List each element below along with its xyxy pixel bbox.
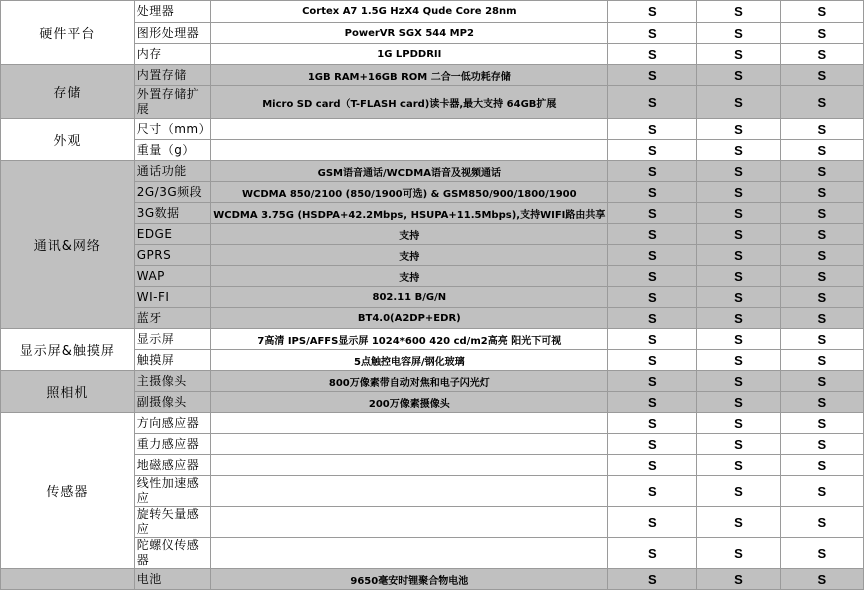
feature-cell[interactable]: 线性加速感应: [134, 476, 211, 507]
support-mark[interactable]: S: [697, 538, 780, 569]
feature-cell[interactable]: 通话功能: [134, 161, 211, 182]
feature-cell[interactable]: 外置存储扩展: [134, 86, 211, 119]
support-mark[interactable]: S: [697, 161, 780, 182]
support-mark[interactable]: S: [608, 203, 697, 224]
table-row: [1, 329, 864, 350]
category-cell[interactable]: 硬件平台: [1, 1, 135, 65]
support-mark[interactable]: S: [608, 434, 697, 455]
support-mark[interactable]: S: [780, 1, 863, 23]
value-cell[interactable]: 200万像素摄像头: [211, 392, 608, 413]
value-cell[interactable]: WCDMA 3.75G (HSDPA+42.2Mbps, HSUPA+11.5Mbps),支持WIFI路由共享: [211, 203, 608, 224]
support-mark[interactable]: S: [780, 329, 863, 350]
value-cell[interactable]: [211, 455, 608, 476]
support-mark[interactable]: S: [608, 569, 697, 590]
support-mark[interactable]: S: [608, 476, 697, 507]
support-mark[interactable]: S: [780, 23, 863, 44]
support-mark[interactable]: S: [697, 507, 780, 538]
feature-cell[interactable]: 地磁感应器: [134, 455, 211, 476]
support-mark[interactable]: S: [697, 434, 780, 455]
support-mark[interactable]: S: [780, 140, 863, 161]
value-cell[interactable]: [211, 119, 608, 140]
support-mark[interactable]: S: [697, 140, 780, 161]
support-mark[interactable]: S: [608, 266, 697, 287]
support-mark[interactable]: S: [780, 371, 863, 392]
support-mark[interactable]: S: [697, 413, 780, 434]
support-mark[interactable]: S: [780, 569, 863, 590]
feature-cell[interactable]: 2G/3G频段: [134, 182, 211, 203]
support-mark[interactable]: S: [780, 476, 863, 507]
feature-cell[interactable]: 尺寸（mm）: [134, 119, 211, 140]
support-mark[interactable]: S: [697, 86, 780, 119]
support-mark[interactable]: S: [697, 287, 780, 308]
feature-cell[interactable]: GPRS: [134, 245, 211, 266]
support-mark[interactable]: S: [780, 413, 863, 434]
support-mark[interactable]: S: [608, 455, 697, 476]
support-mark[interactable]: S: [697, 350, 780, 371]
value-cell[interactable]: Cortex A7 1.5G HzX4 Qude Core 28nm: [211, 1, 608, 23]
support-mark[interactable]: S: [697, 245, 780, 266]
support-mark[interactable]: S: [608, 308, 697, 329]
value-cell[interactable]: Micro SD card（T-FLASH card)读卡器,最大支持 64GB扩展: [211, 86, 608, 119]
value-cell[interactable]: [211, 507, 608, 538]
support-mark[interactable]: S: [697, 119, 780, 140]
support-mark[interactable]: S: [780, 308, 863, 329]
support-mark[interactable]: S: [697, 329, 780, 350]
support-mark[interactable]: S: [780, 434, 863, 455]
feature-cell[interactable]: 副摄像头: [134, 392, 211, 413]
value-cell[interactable]: 支持: [211, 224, 608, 245]
value-cell[interactable]: 800万像素带自动对焦和电子闪光灯: [211, 371, 608, 392]
support-mark[interactable]: S: [697, 569, 780, 590]
table-row: [1, 413, 864, 434]
feature-cell[interactable]: 重量（g）: [134, 140, 211, 161]
feature-cell[interactable]: 重力感应器: [134, 434, 211, 455]
support-mark[interactable]: S: [780, 455, 863, 476]
support-mark[interactable]: S: [697, 224, 780, 245]
feature-cell[interactable]: WAP: [134, 266, 211, 287]
support-mark[interactable]: S: [780, 86, 863, 119]
feature-cell[interactable]: 方向感应器: [134, 413, 211, 434]
support-mark[interactable]: S: [608, 119, 697, 140]
feature-cell[interactable]: 主摄像头: [134, 371, 211, 392]
value-cell[interactable]: [211, 476, 608, 507]
support-mark[interactable]: S: [608, 23, 697, 44]
value-cell[interactable]: [211, 413, 608, 434]
support-mark[interactable]: S: [780, 245, 863, 266]
value-cell[interactable]: PowerVR SGX 544 MP2: [211, 23, 608, 44]
support-mark[interactable]: S: [608, 161, 697, 182]
support-mark[interactable]: S: [780, 392, 863, 413]
support-mark[interactable]: S: [697, 182, 780, 203]
support-mark[interactable]: S: [608, 329, 697, 350]
value-cell[interactable]: 9650毫安时锂聚合物电池: [211, 569, 608, 590]
category-cell[interactable]: 通讯&网络: [1, 161, 135, 329]
table-row: [1, 65, 864, 86]
feature-cell[interactable]: 内存: [134, 44, 211, 65]
support-mark[interactable]: S: [780, 119, 863, 140]
support-mark[interactable]: S: [697, 1, 780, 23]
value-cell[interactable]: 802.11 B/G/N: [211, 287, 608, 308]
support-mark[interactable]: S: [697, 23, 780, 44]
feature-cell[interactable]: 3G数据: [134, 203, 211, 224]
support-mark[interactable]: S: [780, 182, 863, 203]
feature-cell[interactable]: 陀螺仪传感器: [134, 538, 211, 569]
support-mark[interactable]: S: [608, 245, 697, 266]
support-mark[interactable]: S: [697, 371, 780, 392]
table-row: [1, 119, 864, 140]
support-mark[interactable]: S: [608, 350, 697, 371]
support-mark[interactable]: S: [608, 287, 697, 308]
value-cell[interactable]: 支持: [211, 245, 608, 266]
support-mark[interactable]: S: [697, 308, 780, 329]
table-row: [1, 569, 864, 590]
support-mark[interactable]: S: [697, 44, 780, 65]
feature-cell[interactable]: EDGE: [134, 224, 211, 245]
value-cell[interactable]: 1GB RAM+16GB ROM 二合一低功耗存储: [211, 65, 608, 86]
feature-cell[interactable]: 内置存储: [134, 65, 211, 86]
support-mark[interactable]: S: [780, 224, 863, 245]
value-cell[interactable]: GSM语音通话/WCDMA语音及视频通话: [211, 161, 608, 182]
table-row: [1, 371, 864, 392]
value-cell[interactable]: 5点触控电容屏/钢化玻璃: [211, 350, 608, 371]
value-cell[interactable]: [211, 434, 608, 455]
support-mark[interactable]: S: [608, 44, 697, 65]
value-cell[interactable]: BT4.0(A2DP+EDR): [211, 308, 608, 329]
support-mark[interactable]: S: [780, 161, 863, 182]
support-mark[interactable]: S: [608, 224, 697, 245]
support-mark[interactable]: S: [780, 44, 863, 65]
support-mark[interactable]: S: [608, 140, 697, 161]
support-mark[interactable]: S: [608, 392, 697, 413]
value-cell[interactable]: 7高清 IPS/AFFS显示屏 1024*600 420 cd/m2高亮 阳光下可视: [211, 329, 608, 350]
support-mark[interactable]: S: [608, 182, 697, 203]
category-cell[interactable]: 显示屏&触摸屏: [1, 329, 135, 371]
category-cell[interactable]: 外观: [1, 119, 135, 161]
support-mark[interactable]: S: [608, 1, 697, 23]
support-mark[interactable]: S: [697, 266, 780, 287]
category-cell[interactable]: 传感器: [1, 413, 135, 569]
support-mark[interactable]: S: [697, 392, 780, 413]
support-mark[interactable]: S: [697, 203, 780, 224]
support-mark[interactable]: S: [780, 266, 863, 287]
support-mark[interactable]: S: [697, 65, 780, 86]
feature-cell[interactable]: 处理器: [134, 1, 211, 23]
support-mark[interactable]: S: [697, 476, 780, 507]
feature-cell[interactable]: 蓝牙: [134, 308, 211, 329]
feature-cell[interactable]: 显示屏: [134, 329, 211, 350]
feature-cell[interactable]: WI-FI: [134, 287, 211, 308]
table-row: [1, 1, 864, 23]
support-mark[interactable]: S: [608, 65, 697, 86]
value-cell[interactable]: 支持: [211, 266, 608, 287]
support-mark[interactable]: S: [608, 507, 697, 538]
feature-cell[interactable]: 旋转矢量感应: [134, 507, 211, 538]
table-row: [1, 161, 864, 182]
support-mark[interactable]: S: [608, 538, 697, 569]
support-mark[interactable]: S: [608, 413, 697, 434]
support-mark[interactable]: S: [697, 455, 780, 476]
value-cell[interactable]: [211, 140, 608, 161]
support-mark[interactable]: S: [780, 203, 863, 224]
value-cell[interactable]: 1G LPDDRII: [211, 44, 608, 65]
value-cell[interactable]: [211, 538, 608, 569]
category-cell[interactable]: 存储: [1, 65, 135, 119]
category-cell[interactable]: [1, 569, 135, 590]
support-mark[interactable]: S: [780, 65, 863, 86]
support-mark[interactable]: S: [780, 350, 863, 371]
support-mark[interactable]: S: [780, 287, 863, 308]
feature-cell[interactable]: 图形处理器: [134, 23, 211, 44]
support-mark[interactable]: S: [608, 86, 697, 119]
support-mark[interactable]: S: [608, 371, 697, 392]
feature-cell[interactable]: 电池: [134, 569, 211, 590]
feature-cell[interactable]: 触摸屏: [134, 350, 211, 371]
support-mark[interactable]: S: [780, 507, 863, 538]
category-cell[interactable]: 照相机: [1, 371, 135, 413]
value-cell[interactable]: WCDMA 850/2100 (850/1900可选) & GSM850/900/1800/1900: [211, 182, 608, 203]
support-mark[interactable]: S: [780, 538, 863, 569]
